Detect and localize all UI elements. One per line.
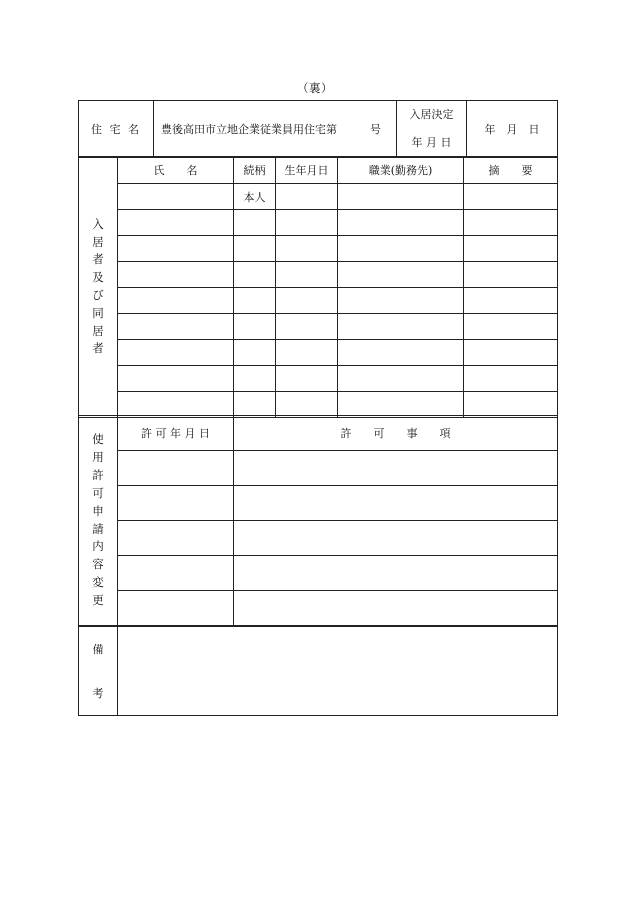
permit-date-field[interactable] bbox=[118, 556, 234, 591]
resident-occupation-field[interactable] bbox=[338, 314, 464, 340]
resident-occupation-field[interactable] bbox=[338, 288, 464, 314]
resident-relation-field[interactable] bbox=[234, 210, 276, 236]
permit-matter-field[interactable] bbox=[234, 556, 558, 591]
resident-occupation-field[interactable] bbox=[338, 210, 464, 236]
resident-remarks-field[interactable] bbox=[464, 314, 558, 340]
resident-relation-field[interactable] bbox=[234, 262, 276, 288]
resident-remarks-field[interactable] bbox=[464, 210, 558, 236]
remarks-table bbox=[78, 626, 558, 716]
resident-remarks-field[interactable] bbox=[464, 392, 558, 418]
remarks-field[interactable] bbox=[118, 627, 558, 716]
decision-label-1: 入居決定 bbox=[409, 108, 454, 121]
residents-section-label: 入居者及び同居者 bbox=[92, 216, 104, 356]
permit-section-label-cell bbox=[79, 416, 118, 626]
resident-relation-self: 本人 bbox=[234, 184, 276, 210]
resident-row bbox=[79, 288, 558, 314]
resident-name-field[interactable] bbox=[118, 392, 234, 418]
permit-row bbox=[79, 451, 558, 486]
header-relation: 続柄 bbox=[234, 157, 276, 184]
resident-row bbox=[79, 262, 558, 288]
permit-date-field[interactable] bbox=[118, 521, 234, 556]
resident-relation-field[interactable] bbox=[234, 288, 276, 314]
remarks-label-2: 考 bbox=[92, 687, 104, 700]
resident-occupation-field[interactable] bbox=[338, 366, 464, 392]
resident-name-field[interactable] bbox=[118, 236, 234, 262]
resident-birthdate-field[interactable] bbox=[276, 366, 338, 392]
header-permit-date: 許 可 年 月 日 bbox=[118, 416, 234, 451]
resident-occupation-field[interactable] bbox=[338, 392, 464, 418]
header-birthdate: 生年月日 bbox=[276, 157, 338, 184]
resident-birthdate-field[interactable] bbox=[276, 392, 338, 418]
resident-birthdate-field[interactable] bbox=[276, 210, 338, 236]
house-row bbox=[79, 101, 558, 158]
resident-remarks-field[interactable] bbox=[464, 340, 558, 366]
resident-name-field[interactable] bbox=[118, 314, 234, 340]
resident-birthdate-field[interactable] bbox=[276, 262, 338, 288]
decision-date-value: 年 月 日 bbox=[467, 101, 558, 158]
permit-matter-field[interactable] bbox=[234, 521, 558, 556]
resident-birthdate-field[interactable] bbox=[276, 340, 338, 366]
resident-birthdate-field[interactable] bbox=[276, 184, 338, 210]
remarks-row bbox=[79, 627, 558, 716]
resident-occupation-field[interactable] bbox=[338, 340, 464, 366]
resident-name-field[interactable] bbox=[118, 340, 234, 366]
resident-name-field[interactable] bbox=[118, 262, 234, 288]
resident-row bbox=[79, 184, 558, 210]
residents-table bbox=[78, 156, 558, 418]
resident-name-field[interactable] bbox=[118, 184, 234, 210]
resident-relation-field[interactable] bbox=[234, 366, 276, 392]
resident-birthdate-field[interactable] bbox=[276, 314, 338, 340]
permit-section-label: 使用許可申請内容変更 bbox=[92, 432, 104, 607]
resident-birthdate-field[interactable] bbox=[276, 236, 338, 262]
resident-relation-field[interactable] bbox=[234, 314, 276, 340]
header-name: 氏 名 bbox=[118, 157, 234, 184]
resident-remarks-field[interactable] bbox=[464, 184, 558, 210]
resident-remarks-field[interactable] bbox=[464, 366, 558, 392]
resident-remarks-field[interactable] bbox=[464, 288, 558, 314]
house-number-suffix: 号 bbox=[370, 123, 381, 136]
residents-header-row bbox=[79, 157, 558, 184]
resident-relation-field[interactable] bbox=[234, 392, 276, 418]
remarks-label-cell bbox=[79, 627, 118, 716]
header-occupation: 職業(勤務先) bbox=[338, 157, 464, 184]
permit-date-field[interactable] bbox=[118, 486, 234, 521]
resident-occupation-field[interactable] bbox=[338, 184, 464, 210]
resident-row bbox=[79, 210, 558, 236]
permit-row bbox=[79, 521, 558, 556]
house-name-prefix: 豊後高田市立地企業従業員用住宅第 bbox=[161, 123, 337, 136]
resident-name-field[interactable] bbox=[118, 366, 234, 392]
resident-row bbox=[79, 366, 558, 392]
resident-occupation-field[interactable] bbox=[338, 236, 464, 262]
permit-matter-field[interactable] bbox=[234, 591, 558, 626]
house-name-cell bbox=[154, 101, 397, 158]
permit-table bbox=[78, 415, 558, 626]
page-title: （裏） bbox=[297, 81, 333, 95]
permit-date-field[interactable] bbox=[118, 451, 234, 486]
remarks-label-1: 備 bbox=[92, 643, 104, 656]
permit-row bbox=[79, 591, 558, 626]
decision-label-2: 年 月 日 bbox=[411, 136, 452, 149]
permit-row bbox=[79, 486, 558, 521]
house-table bbox=[78, 100, 558, 158]
house-label: 住 宅 名 bbox=[79, 101, 154, 158]
resident-name-field[interactable] bbox=[118, 288, 234, 314]
resident-occupation-field[interactable] bbox=[338, 262, 464, 288]
permit-matter-field[interactable] bbox=[234, 486, 558, 521]
resident-row bbox=[79, 392, 558, 418]
permit-date-field[interactable] bbox=[118, 591, 234, 626]
resident-row bbox=[79, 340, 558, 366]
residents-section-label-cell bbox=[79, 157, 118, 418]
decision-label-cell bbox=[397, 101, 467, 158]
resident-relation-field[interactable] bbox=[234, 236, 276, 262]
resident-relation-field[interactable] bbox=[234, 340, 276, 366]
permit-header-row bbox=[79, 416, 558, 451]
resident-remarks-field[interactable] bbox=[464, 262, 558, 288]
resident-row bbox=[79, 314, 558, 340]
resident-row bbox=[79, 236, 558, 262]
header-permit-matter: 許 可 事 項 bbox=[234, 416, 558, 451]
resident-remarks-field[interactable] bbox=[464, 236, 558, 262]
resident-birthdate-field[interactable] bbox=[276, 288, 338, 314]
header-remarks: 摘 要 bbox=[464, 157, 558, 184]
permit-matter-field[interactable] bbox=[234, 451, 558, 486]
permit-row bbox=[79, 556, 558, 591]
resident-name-field[interactable] bbox=[118, 210, 234, 236]
